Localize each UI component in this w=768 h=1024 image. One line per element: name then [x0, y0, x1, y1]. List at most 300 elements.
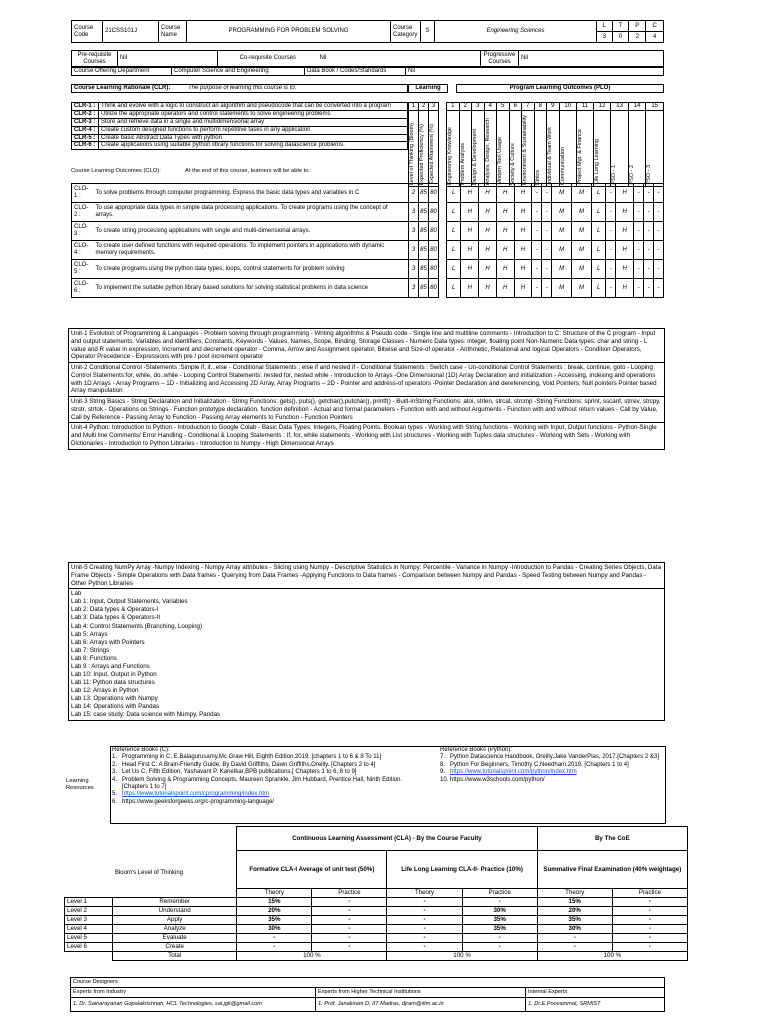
bloom-level-name: Apply — [113, 916, 237, 925]
lab-item: Lab 4: Control Statements (Branching, Looping) — [71, 622, 203, 630]
plo-col-name: Design & Development — [472, 128, 478, 185]
clo-plo-value: - — [644, 241, 654, 260]
plo-col-number: 13 — [611, 103, 629, 111]
formative-header: Formative CLA-I Average of unit test (50%) — [237, 851, 387, 889]
clo-plo-value: - — [606, 279, 616, 298]
assessment-row — [65, 925, 688, 934]
clo-plo-value: - — [606, 260, 616, 279]
assessment-row — [65, 907, 688, 916]
assessment-table — [64, 826, 688, 961]
clo-plo-value: H — [514, 184, 532, 203]
clo-row — [72, 241, 664, 260]
assessment-value: - — [387, 934, 462, 943]
plo-col-number: 15 — [646, 103, 664, 111]
plo-col-number: 1 — [447, 103, 460, 111]
clo-plo-value: L — [592, 260, 606, 279]
rationale-header — [71, 84, 408, 93]
clo-learning-value: 85 — [419, 222, 429, 241]
clo-learning-value: 80 — [429, 241, 439, 260]
lab-item: Lab 15: case study: Data science with Numpy, Pandas — [71, 711, 221, 719]
clo-plo-value: - — [634, 222, 644, 241]
reference-link[interactable]: https://www.tutorialspoint.com/python/index.htm — [450, 769, 577, 776]
reference-item — [440, 762, 662, 769]
reference-item — [112, 769, 412, 776]
theory-header: Theory — [537, 889, 612, 898]
course-category-name: Engineering Sciences — [435, 21, 597, 43]
bloom-level-name: Understand — [113, 907, 237, 916]
assessment-value: - — [312, 907, 387, 916]
theory-header: Theory — [237, 889, 312, 898]
c-reference-books — [112, 747, 412, 806]
plo-col-name: PSO - 2 — [628, 165, 635, 185]
clo-learning-value: 80 — [429, 279, 439, 298]
assessment-value: - — [387, 925, 462, 934]
prerequisites-table — [71, 50, 664, 67]
plo-col-name: Individual & Team Work — [547, 127, 553, 185]
course-name: PROGRAMMING FOR PROBLEM SOLVING — [187, 21, 391, 43]
assessment-value: - — [312, 925, 387, 934]
clo-plo-value: - — [532, 279, 542, 298]
clo-plo-value: H — [461, 222, 479, 241]
assessment-value: - — [237, 934, 312, 943]
assessment-row — [65, 898, 688, 907]
internal-expert: 1. Dr.E.Poovammal, SRMIST — [526, 998, 665, 1012]
reference-text: Python For Beginners, Timothy C.Needham,2019. [Chapters 1 to 4] — [450, 761, 629, 768]
clo-plo-value: - — [634, 203, 644, 222]
clo-plo-value: H — [496, 241, 514, 260]
lab-item: Lab 3: Data types & Operators-II — [71, 614, 161, 622]
course-category: S — [421, 21, 435, 43]
clo-plo-value: - — [542, 241, 552, 260]
clo-row — [72, 184, 664, 203]
clo-plo-value: - — [644, 260, 654, 279]
clr-code: CLR-4 : — [72, 126, 99, 134]
learning-col-name: Level of Thinking (Bloom) — [409, 122, 415, 185]
bloom-level: Level 4 — [65, 925, 113, 934]
assessment-value: 35% — [237, 916, 312, 925]
plo-col-number: 11 — [577, 103, 594, 111]
clo-plo-value: M — [572, 222, 592, 241]
clo-plo-value: - — [644, 279, 654, 298]
clo-plo-value: M — [552, 260, 572, 279]
assessment-value: - — [462, 934, 537, 943]
clo-plo-value: M — [552, 241, 572, 260]
clr-text: Utilize the appropriate operators and control statements to solve engineering problems — [99, 110, 408, 118]
clo-plo-value: - — [532, 260, 542, 279]
reference-item[interactable] — [440, 769, 662, 776]
reference-number: 8. — [440, 761, 446, 768]
lab-title: Lab — [71, 590, 82, 598]
reference-number: 6. — [112, 798, 118, 805]
assessment-value: - — [312, 943, 387, 952]
clr-text: Create basic Abstract Data Types with python — [99, 134, 408, 142]
clo-plo-value: - — [634, 184, 644, 203]
course-designers — [70, 977, 665, 1012]
ltpc-value: 3 — [597, 32, 613, 43]
clo-plo-value: L — [592, 279, 606, 298]
clr-text: Create custom designed functions to perform repetitive tasks in any application — [99, 126, 408, 134]
clo-plo-value: - — [606, 203, 616, 222]
clo-plo-value: M — [552, 222, 572, 241]
reference-item — [112, 777, 412, 792]
industry-expert: 1. Dr. Sainarayanan Gopalakrishnan, HCL Technologies, sai.jgk@gmail.com — [71, 998, 316, 1012]
plo-col-number: 7 — [522, 103, 535, 111]
clo-plo-value: L — [592, 222, 606, 241]
plo-header: Program Learning Outcomes (PLO) — [456, 84, 664, 93]
lab-list — [69, 589, 664, 720]
plo-col-number: 14 — [628, 103, 646, 111]
assessment-value: 20% — [237, 907, 312, 916]
clo-plo-value: M — [572, 184, 592, 203]
coe-title: By The CoE — [537, 827, 687, 851]
unit-5: Unit-5 Creating NumPy Array -Numpy Indexing - Numpy Array attributes - Slicing using Numpy - Descriptive Statistics in Numpy: Percentile - Variance in Numpy -Introduction to Pandas - Creating Series Objects, Data Frame Objects - Simple Operations with Data frames - Querying from Data Frames -Applying Functions to Data frames - Comparison between Numpy and Pandas - Speed Testing between Numpy and Pandas - Other Python Libraries — [69, 563, 664, 589]
clo-text: To create string processing applications with single and multi-dimensional arrays. — [94, 222, 409, 241]
unit-3: Unit-3 String Basics - String Declaration and Initialization - String Functions: gets(), puts(), getchar(),putchar(), printf() - Built-inString Functions: atoi, strlen, strcat, strcmp -String Functions: sprint, sscanf, strrev, strcpy, strstr, strtok - Operations on Strings - Function prototype declaration, function definition - Actual and formal parameters - Function with and without Arguments - Function with and without return values - Call by Value, Call by Reference - Passing Array to Function - Passing Array elements to Function - Function Pointers — [69, 397, 664, 423]
course-name-label: Course Name — [159, 21, 187, 43]
assessment-value: - — [237, 943, 312, 952]
ltpc-label: T — [612, 21, 628, 32]
plo-col-number: 12 — [593, 103, 611, 111]
reference-number: 4. — [112, 776, 118, 783]
plo-col-name: PSO - 3 — [646, 165, 653, 185]
clr-code: CLR-3 : — [72, 118, 99, 126]
clo-plo-value: L — [592, 184, 606, 203]
summative-header: Summative Final Examination (40% weightage) — [537, 851, 687, 889]
clo-text: To create programs using the python data types, loops, control statements for problem solving — [94, 260, 409, 279]
plo-col-name: Project Mgt. & Finance — [577, 129, 584, 185]
course-header — [71, 20, 664, 43]
plo-col-number: 4 — [484, 103, 497, 111]
clo-header — [71, 168, 408, 175]
corequisite-label: Co-requisite Courses — [218, 51, 318, 67]
bloom-level-name: Remember — [113, 898, 237, 907]
clo-plo-value: H — [616, 241, 634, 260]
bloom-level: Level 1 — [65, 898, 113, 907]
reference-text: Programming in C, E.Balagurusamy,Mc Graw Hill, Eighth Edition.2019. [chapters 1 to 6 & 8 To 11] — [122, 754, 382, 761]
learning-col-number: 3 — [429, 103, 439, 111]
plo-col-name: Communication — [559, 146, 566, 185]
clo-plo-value: - — [644, 203, 654, 222]
clo-plo-value: H — [514, 260, 532, 279]
clo-learning-value: 80 — [429, 184, 439, 203]
clo-plo-value: - — [634, 260, 644, 279]
reference-item — [440, 777, 662, 784]
clo-plo-value: - — [532, 184, 542, 203]
plo-col-number: 10 — [559, 103, 577, 111]
practice-header: Practice — [612, 889, 687, 898]
assessment-value: - — [387, 898, 462, 907]
lab-item: Lab 14: Operations with Pandas — [71, 703, 160, 711]
syllabus-units — [68, 328, 665, 450]
clo-plo-value: H — [479, 184, 497, 203]
reference-text: https://www.geeksforgeeks.org/c-programming-language/ — [122, 798, 275, 805]
bloom-level: Level 3 — [65, 916, 113, 925]
lifelong-header: Life Long Learning CLA-II- Practice (10%) — [387, 851, 537, 889]
assessment-value: 15% — [237, 898, 312, 907]
clo-learning-value: 3 — [409, 203, 419, 222]
resources-label: Learning Resources — [66, 778, 94, 791]
assessment-row — [65, 943, 688, 952]
total-value: 100 % — [537, 952, 687, 961]
ltpc-label: L — [597, 21, 613, 32]
learning-col-number: 1 — [409, 103, 419, 111]
prerequisite-value: Nil — [118, 51, 218, 67]
clo-row — [72, 260, 664, 279]
progressive-label: Progressive Courses — [481, 51, 519, 67]
assessment-value: - — [612, 898, 687, 907]
lab-item: Lab 7: Strings — [71, 646, 110, 654]
internal-label: Internal Experts — [526, 988, 665, 998]
total-value: 100 % — [387, 952, 537, 961]
reference-text: Problem Solving & Programming Concepts, Maureen Sprankle, Jim Hubbard, Prentice Hall, Ninth Edition. [Chapters 1 to 7] — [122, 776, 403, 790]
clo-plo-value: - — [542, 222, 552, 241]
course-code-label: Course Code — [72, 21, 103, 43]
plo-col-number: 8 — [534, 103, 547, 111]
clo-plo-value: H — [461, 241, 479, 260]
bloom-level-name: Evaluate — [113, 934, 237, 943]
assessment-value: - — [612, 934, 687, 943]
lab-item: Lab 10: Input, Output in Python — [71, 670, 157, 678]
clo-plo-value: H — [461, 184, 479, 203]
bloom-level-name: Analyze — [113, 925, 237, 934]
assessment-value: - — [612, 907, 687, 916]
designers-title: Course Designers — [71, 978, 665, 988]
practice-header: Practice — [462, 889, 537, 898]
clo-plo-value: L — [592, 203, 606, 222]
rationale-text: The purpose of learning this course is to: — [188, 85, 297, 91]
reference-text: Python Datascience Handbook, Oreilly,Jake VanderPlas, 2017.[Chapters 2 &3] — [450, 754, 659, 761]
clo-row — [72, 222, 664, 241]
plo-col-number: 6 — [509, 103, 522, 111]
assessment-value: 35% — [462, 916, 537, 925]
assessment-value: 30% — [237, 925, 312, 934]
clo-plo-value: H — [479, 241, 497, 260]
reference-number: 9. — [440, 769, 446, 776]
clr-text: Create applications using suitable python library functions for solving datascience problems. — [99, 142, 408, 150]
clo-plo-value: H — [514, 241, 532, 260]
hti-label: Experts from Higher Technical Institutions — [316, 988, 526, 998]
clo-plo-value: - — [542, 203, 552, 222]
reference-number: 10. — [440, 776, 449, 783]
clo-code: CLO-5 : — [72, 260, 94, 279]
clo-plo-value: - — [634, 241, 644, 260]
assessment-value: 35% — [537, 916, 612, 925]
clo-plo-value: - — [644, 184, 654, 203]
clo-plo-value: H — [514, 222, 532, 241]
clo-plo-value: H — [616, 222, 634, 241]
ltpc-value: 2 — [629, 32, 646, 43]
plo-col-name: Analysis, Design, Research — [484, 117, 491, 185]
assessment-value: - — [387, 916, 462, 925]
bloom-label: Bloom's Level of Thinking — [114, 870, 184, 876]
reference-item[interactable] — [112, 791, 412, 798]
databook-value: Nil — [406, 68, 664, 76]
reference-text: Let Us C, Fifth Edition, Yashavant P. Kanetkar,BPB publications.[ Chapters 1 to 6, 8 to 9] — [122, 769, 357, 776]
clo-plo-value: H — [479, 203, 497, 222]
clo-learning-value: 85 — [419, 260, 429, 279]
clo-text: To create user defined functions with required operations. To implement pointers in applications with dynamic memory requirements. — [94, 241, 409, 260]
unit-5-and-labs — [68, 562, 665, 721]
department-label: Course Offering Department — [72, 68, 172, 76]
clo-plo-value: - — [653, 279, 663, 298]
clo-plo-value: L — [447, 203, 461, 222]
clo-plo-value: H — [496, 222, 514, 241]
ltpc-value: 4 — [646, 32, 664, 43]
clr-text: Think and evolve with a logic to construct an algorithm and pseudocode that can be converted into a program — [99, 103, 408, 111]
clo-learning-value: 3 — [409, 241, 419, 260]
databook-label: Data Book / Codes/Standards — [305, 68, 406, 76]
reference-text: Head First C: A Brain-Friendly Guide, By David Griffiths, Dawn Griffiths,Oreilly. [Chapters 2 to 4] — [122, 761, 376, 768]
progressive-value: Nil — [519, 51, 664, 67]
plo-col-name: Problem Analysis — [459, 142, 466, 185]
clo-plo-value: H — [461, 279, 479, 298]
clo-text: To implement the suitable python library based solutions for solving statistical problems in data science — [94, 279, 409, 298]
clo-plo-value: H — [461, 203, 479, 222]
lab-item: Lab 12: Arrays in Python — [71, 687, 139, 694]
assessment-value: - — [612, 925, 687, 934]
course-code: 21CSS101J — [103, 21, 159, 43]
clo-plo-value: - — [653, 241, 663, 260]
ltpc-label: P — [629, 21, 646, 32]
assessment-value: - — [387, 943, 462, 952]
reference-link[interactable]: https://www.tutorialspoint.com/cprogramming/index.htm — [122, 791, 270, 798]
assessment-value: - — [312, 916, 387, 925]
clo-learning-value: 3 — [409, 279, 419, 298]
unit-1: Unit-1 Evolution of Programming & Languages - Problem solving through programming - Writing algorithms & Pseudo code - Single line and multiline comments - Introduction to C: Structure of the C program - Input and output statements. Variables and identifiers, Constants, Keywords - Values, Names, Scope, Binding, Storage Classes - Numeric Data types: integer, floating point Non-Numeric Data types: char and string - L value and R value in expression, Increment and decrement operator - Comma, Arrow and Assignment operator, Bitwise and Size-of operator - Arithmetic, Relational and logical Operators - Condition Operators, Operator Precedence - Expressions with pre / post increment operator — [69, 329, 664, 363]
lab-item: Lab 5: Arrays — [71, 630, 108, 638]
industry-label: Experts from Industry — [71, 988, 316, 998]
clo-plo-value: H — [496, 260, 514, 279]
python-reference-title: Reference Books (Python): — [440, 747, 513, 753]
assessment-value: 30% — [462, 907, 537, 916]
cla-title: Continuous Learning Assessment (CLA) - By the Course Faculty — [237, 827, 537, 851]
clo-code: CLO-2 : — [72, 203, 94, 222]
hti-expert: 1. Prof. Janakiram D, IIT Madras, djram@iitm.ac.in — [316, 998, 526, 1012]
clo-plo-value: - — [532, 203, 542, 222]
clo-row — [72, 279, 664, 298]
clr-code: CLR-5 : — [72, 134, 99, 142]
python-reference-books — [440, 747, 662, 784]
clr-table — [71, 102, 408, 150]
assessment-value: 15% — [537, 898, 612, 907]
lab-item: Lab 6: Arrays with Pointers — [71, 638, 145, 646]
assessment-row — [65, 916, 688, 925]
clo-learning-value: 85 — [419, 241, 429, 260]
total-value: 100 % — [237, 952, 387, 961]
clr-code: CLR-1 : — [72, 103, 99, 111]
clo-plo-value: M — [552, 203, 572, 222]
lab-item: Lab 8: Functions — [71, 654, 117, 662]
clo-learning-value: 3 — [409, 222, 419, 241]
assessment-value: 35% — [462, 925, 537, 934]
ltpc-value: 0 — [612, 32, 628, 43]
clo-plo-value: H — [616, 260, 634, 279]
clo-plo-value: M — [572, 203, 592, 222]
clo-plo-value: - — [653, 222, 663, 241]
clo-header-label: Course Learning Outcomes (CLO): — [71, 168, 161, 174]
assessment-value: - — [312, 934, 387, 943]
clo-plo-value: - — [653, 184, 663, 203]
assessment-value: - — [462, 898, 537, 907]
clo-learning-value: 85 — [419, 184, 429, 203]
lab-item: Lab 11: Python data structures — [71, 678, 155, 686]
plo-col-name: Ethics — [534, 170, 541, 185]
reference-number: 5. — [112, 791, 118, 798]
lab-item: Lab 9 : Arrays and Functions — [71, 662, 150, 670]
plo-col-name: Society & Culture — [509, 142, 516, 185]
clo-plo-value: M — [572, 279, 592, 298]
plo-col-name: Environment & Sustainability — [522, 114, 528, 185]
assessment-value: - — [537, 943, 612, 952]
ltpc-label: C — [646, 21, 664, 32]
clo-learning-value: 85 — [419, 279, 429, 298]
assessment-value: - — [462, 943, 537, 952]
clo-text: To solve problems through computer programming. Express the basic data types and variables in C — [94, 184, 409, 203]
clo-plo-value: H — [616, 203, 634, 222]
clo-code: CLO-3 : — [72, 222, 94, 241]
bloom-level: Level 5 — [65, 934, 113, 943]
clo-plo-value: L — [447, 241, 461, 260]
plo-col-name: Modern Tool Usage — [497, 137, 503, 185]
clo-plo-value: M — [572, 260, 592, 279]
clo-plo-value: - — [606, 222, 616, 241]
learning-resources — [64, 746, 666, 824]
clo-code: CLO-6 : — [72, 279, 94, 298]
clo-plo-value: L — [447, 260, 461, 279]
clo-table — [71, 183, 664, 298]
bloom-level-name: Create — [113, 943, 237, 952]
lab-item: Lab 13: Operations with Numpy — [71, 695, 158, 703]
course-category-label: Course Category — [391, 21, 421, 43]
department-table — [71, 67, 664, 76]
clo-plo-value: - — [644, 222, 654, 241]
assessment-value: - — [612, 916, 687, 925]
assessment-value: - — [537, 934, 612, 943]
lab-item: Lab 2: Data types & Operators-I — [71, 606, 159, 614]
reference-item — [112, 754, 412, 761]
assessment-value: 30% — [537, 925, 612, 934]
assessment-value: - — [312, 898, 387, 907]
clo-plo-value: - — [532, 241, 542, 260]
assessment-row — [65, 934, 688, 943]
clo-plo-value: H — [479, 260, 497, 279]
clo-plo-value: L — [447, 222, 461, 241]
practice-header: Practice — [312, 889, 387, 898]
clr-code: CLR-6 : — [72, 142, 99, 150]
clo-code: CLO-4 : — [72, 241, 94, 260]
assessment-value: - — [387, 907, 462, 916]
c-reference-title: Reference Books (C): — [112, 747, 170, 753]
clo-plo-value: M — [552, 184, 572, 203]
clr-code: CLR-2 : — [72, 110, 99, 118]
clo-header-text: At the end of this course, learners will be able to: — [185, 168, 311, 174]
clo-learning-value: 3 — [409, 260, 419, 279]
clo-learning-value: 80 — [429, 222, 439, 241]
clo-plo-value: H — [479, 222, 497, 241]
reference-item — [112, 762, 412, 769]
corequisite-value: Nil — [318, 51, 481, 67]
clo-plo-value: H — [461, 260, 479, 279]
clo-plo-value: - — [532, 222, 542, 241]
clo-learning-value: 80 — [429, 260, 439, 279]
plo-col-number: 2 — [459, 103, 472, 111]
clo-row — [72, 203, 664, 222]
learning-header: Learning — [408, 84, 448, 93]
clo-code: CLO-1 : — [72, 184, 94, 203]
lab-item: Lab 1: Input, Output Statements, Variables — [71, 598, 188, 606]
unit-4: Unit-4 Python: Introduction to Python - Introduction to Google Colab - Basic Data Types: Integers, Floating Points, Boolean types - Working with String functions - Working with Input, Output functions - Python-Single and Multi line Comments/ Error Handling - Conditional & Looping Statements : If, for, while statements - Working with List structures - Working with Tuples data structures - Working with Sets - Working with Dictionaries - Introduction to Python Libraries - Introduction to Numpy - High Dimensional Arrays — [71, 424, 657, 447]
clo-plo-value: - — [542, 260, 552, 279]
